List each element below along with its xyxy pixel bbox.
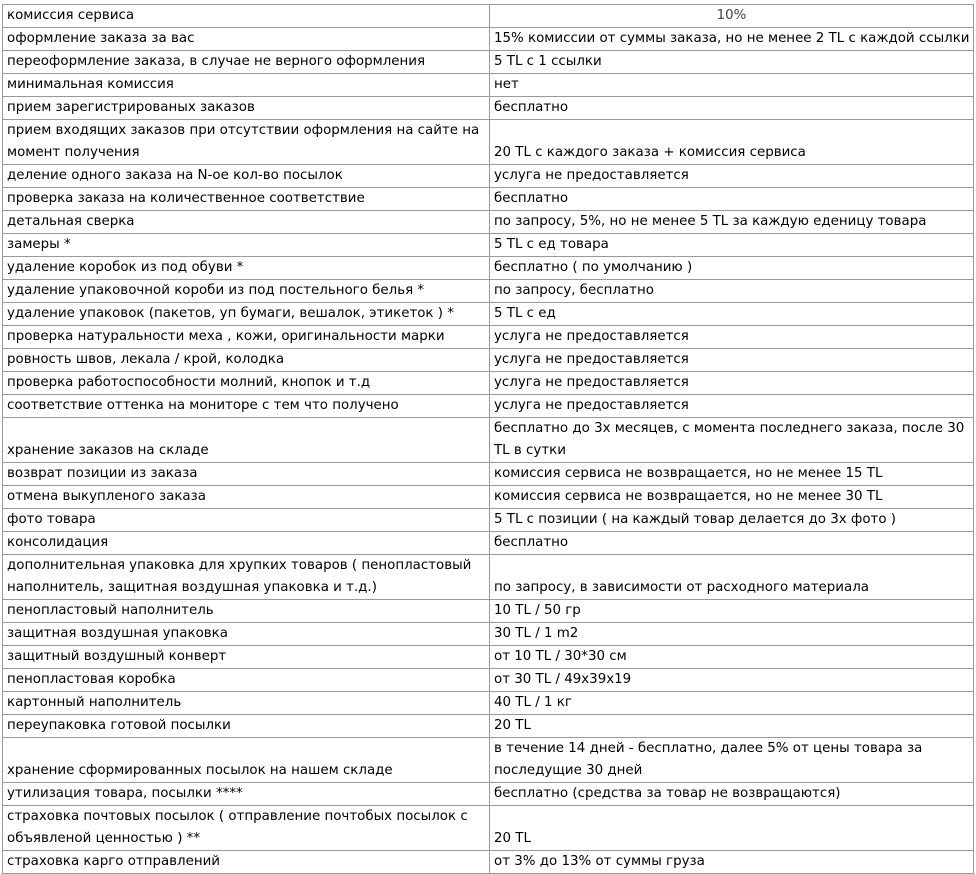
table-row [3,532,974,555]
service-cell[interactable]: детальная сверка [3,211,490,234]
table-row [3,623,974,646]
price-cell[interactable]: 5 TL с позиции ( на каждый товар делается до 3х фото ) [490,509,974,532]
service-cell[interactable]: возврат позиции из заказа [3,463,490,486]
price-cell[interactable]: 10 TL / 50 гр [490,600,974,623]
service-cell[interactable]: картонный наполнитель [3,692,490,715]
price-cell[interactable]: 20 TL [490,806,974,851]
service-cell[interactable]: оформление заказа за вас [3,28,490,51]
price-cell[interactable]: услуга не предоставляется [490,372,974,395]
table-row [3,418,974,463]
price-cell[interactable]: по запросу, в зависимости от расходного материала [490,555,974,600]
service-cell[interactable]: страховка почтовых посылок ( отправление почтобых посылок с объявленой ценностью ) ** [3,806,490,851]
price-cell[interactable]: услуга не предоставляется [490,349,974,372]
table-row [3,806,974,851]
table-row [3,74,974,97]
service-cell[interactable]: соответствие оттенка на мониторе с тем что получено [3,395,490,418]
price-cell[interactable]: бесплатно [490,188,974,211]
service-cell[interactable]: фото товара [3,509,490,532]
price-cell[interactable]: 5 TL с 1 ссылки [490,51,974,74]
price-cell[interactable]: по запросу, 5%, но не менее 5 TL за каждую еденицу товара [490,211,974,234]
service-cell[interactable]: деление одного заказа на N-ое кол-во посылок [3,165,490,188]
table-row [3,738,974,783]
service-cell[interactable]: хранение сформированных посылок на нашем складе [3,738,490,783]
service-cell[interactable]: утилизация товара, посылки **** [3,783,490,806]
table-row [3,28,974,51]
price-table [2,4,974,874]
service-cell[interactable]: защитная воздушная упаковка [3,623,490,646]
price-cell[interactable]: 15% комиссии от суммы заказа, но не менее 2 TL с каждой ссылки [490,28,974,51]
table-row [3,715,974,738]
table-row [3,509,974,532]
price-cell[interactable]: 5 TL с ед [490,303,974,326]
service-cell[interactable]: ровность швов, лекала / крой, колодка [3,349,490,372]
service-cell[interactable]: замеры * [3,234,490,257]
table-row [3,395,974,418]
service-cell[interactable]: пенопластовый наполнитель [3,600,490,623]
price-cell[interactable]: по запросу, бесплатно [490,280,974,303]
service-cell[interactable]: прием зарегистрированых заказов [3,97,490,120]
service-cell[interactable]: удаление упаковочной короби из под постельного белья * [3,280,490,303]
service-cell[interactable]: защитный воздушный конверт [3,646,490,669]
service-cell[interactable]: прием входящих заказов при отсутствии оформления на сайте на момент получения [3,120,490,165]
service-cell[interactable]: комиссия сервиса [3,5,490,28]
service-cell[interactable]: переупаковка готовой посылки [3,715,490,738]
table-row [3,165,974,188]
table-row [3,120,974,165]
table-row [3,486,974,509]
table-row [3,851,974,874]
price-cell[interactable]: бесплатно [490,532,974,555]
table-row [3,692,974,715]
service-cell[interactable]: удаление упаковок (пакетов, уп бумаги, вешалок, этикеток ) * [3,303,490,326]
table-row [3,280,974,303]
table-row [3,555,974,600]
table-row [3,349,974,372]
table-row [3,326,974,349]
service-cell[interactable]: страховка карго отправлений [3,851,490,874]
price-cell[interactable]: услуга не предоставляется [490,326,974,349]
service-cell[interactable]: хранение заказов на складе [3,418,490,463]
price-cell[interactable]: 20 TL с каждого заказа + комиссия сервиса [490,120,974,165]
service-cell[interactable]: переоформление заказа, в случае не верного оформления [3,51,490,74]
table-row [3,5,974,28]
price-cell[interactable]: комиссия сервиса не возвращается, но не менее 15 TL [490,463,974,486]
table-row [3,234,974,257]
service-cell[interactable]: проверка работоспособности молний, кнопок и т.д [3,372,490,395]
service-cell[interactable]: консолидация [3,532,490,555]
price-cell[interactable]: услуга не предоставляется [490,395,974,418]
service-cell[interactable]: отмена выкупленого заказа [3,486,490,509]
table-row [3,646,974,669]
price-cell[interactable]: от 10 TL / 30*30 см [490,646,974,669]
price-cell[interactable]: 5 TL с ед товара [490,234,974,257]
service-cell[interactable]: проверка заказа на количественное соответствие [3,188,490,211]
table-row [3,211,974,234]
service-cell[interactable]: пенопластовая коробка [3,669,490,692]
price-cell[interactable]: бесплатно ( по умолчанию ) [490,257,974,280]
table-row [3,669,974,692]
table-row [3,372,974,395]
service-cell[interactable]: проверка натуральности меха , кожи, оригинальности марки [3,326,490,349]
price-cell[interactable]: 20 TL [490,715,974,738]
price-cell[interactable]: от 30 TL / 49x39x19 [490,669,974,692]
price-table-body [3,5,974,874]
service-cell[interactable]: удаление коробок из под обуви * [3,257,490,280]
price-cell[interactable]: 40 TL / 1 кг [490,692,974,715]
table-row [3,783,974,806]
price-cell[interactable]: услуга не предоставляется [490,165,974,188]
price-cell[interactable]: бесплатно до 3х месяцев, с момента последнего заказа, после 30 TL в сутки [490,418,974,463]
price-cell[interactable]: нет [490,74,974,97]
table-row [3,51,974,74]
table-row [3,463,974,486]
table-row [3,97,974,120]
price-cell[interactable]: в течение 14 дней - бесплатно, далее 5% от цены товара за последущие 30 дней [490,738,974,783]
table-row [3,303,974,326]
service-cell[interactable]: дополнительная упаковка для хрупких товаров ( пенопластовый наполнитель, защитная воздушная упаковка и т.д.) [3,555,490,600]
table-row [3,600,974,623]
table-row [3,257,974,280]
price-cell[interactable]: 30 TL / 1 m2 [490,623,974,646]
price-cell[interactable]: от 3% до 13% от суммы груза [490,851,974,874]
price-cell[interactable]: бесплатно (средства за товар не возвращаются) [490,783,974,806]
table-row [3,188,974,211]
price-cell[interactable]: бесплатно [490,97,974,120]
price-cell[interactable]: комиссия сервиса не возвращается, но не менее 30 TL [490,486,974,509]
price-cell[interactable]: 10% [490,5,974,28]
service-cell[interactable]: минимальная комиссия [3,74,490,97]
